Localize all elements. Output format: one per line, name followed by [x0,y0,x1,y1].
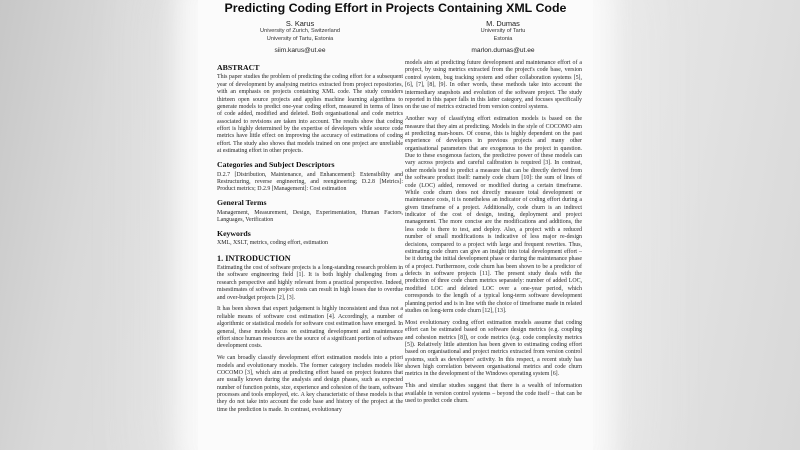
paper-page [198,0,593,450]
general-terms-text: Management, Measurement, Design, Experimentation, Human Factors, Languages, Verification [217,209,403,223]
author-name: M. Dumas [486,19,520,28]
author-affiliation: University of Zurich, Switzerland [260,28,340,35]
keywords-heading: Keywords [217,228,251,238]
intro-paragraph: It has been shown that expert judgement is highly inconsistent and thus not a reliable means of software cost estimation [4]. Accordingly, a number of algorithmic or statistical models for software cost estimation have emerged. In general, these models focus on estimating development and maintenance effort since human resources are the source of a significant portion of software development costs. [217,306,403,350]
author-block-dumas [403,19,593,54]
categories-heading: Categories and Subject Descriptors [217,160,335,170]
abstract-text: This paper studies the problem of predicting the coding effort for a subsequent year of development by analysing metrics extracted from project repositories, with an emphasis on projects containing XML code. The study considers thirteen open source projects and applies machine learning algorithms to generate models to predict one-year coding effort, measured in terms of lines of code added, modified and deleted. Both organisational and code metrics associated to revisions are taken into account. The results show that coding effort is highly determined by the expertise of developers while source code metrics have little effect on improving the accuracy of estimations of coding effort. The study also shows that models trained on one project are unreliable at estimating effort in other projects. [217,74,403,155]
body-paragraph: models aim at predicting future development and maintenance effort of a project, by using metrics extracted from the project's code base, version control system, bug tracking system and other collaboration systems [5], [6], [7], [8], [9]. In other words, these methods take into account the intermediary snapshots and evolution of the software project. The study reported in this paper falls in this latter category, and focuses specifically on the use of metrics extracted from version control systems. [405,60,582,111]
author-affiliation: University of Tartu, Estonia [266,35,334,42]
intro-paragraph: Estimating the cost of software projects is a long-standing research problem in the software engineering field [1]. It is both highly challenging from a research perspective and highly relevant from a practical perspective. Indeed, misestimates of software project costs can result in high losses due to overdue and over-budget projects [2], [3]. [217,265,403,301]
introduction-heading: 1. INTRODUCTION [217,254,291,264]
abstract-heading: ABSTRACT [217,63,260,72]
body-paragraph: Another way of classifying effort estimation models is based on the measure that they aim at predicting. Models in the style of COCOMO aim at predicting man-hours. Of course, this is highly dependent on the past experience of developers in previous projects and many other organisational parameters that are exogenous to the project in question. Due to these exogenous factors, the predictive power of these models can vary across projects and careful calibration is required [3]. In contrast, other models tend to predict a measure that can be directly derived from the software product itself: namely code churn [10]: the sum of lines of code (LOC) added, removed or modified during a certain timeframe. While code churn does not directly measure total development or maintenance costs, it is nonetheless an indicator of coding effort during a given timeframe of a project. Additionally, code churn is an indirect indicator of the cost of design, testing, deployment and project management. The more concise are the modifications and additions, the less code is there to test, and deploy. Also, a project with a reduced number of small modifications is indicative of less major re-design decisions, compared to a project with large and frequent rewrites. Thus, estimating code churn can give an insight into total development effort – be it during the initial development phase or during the maintenance phase of a project. Furthermore, code churn has been shown to be a predictor of defects in software projects [11]. The present study deals with the prediction of three code churn metrics separately: number of added LOC, modified LOC and deleted LOC over a one-year period, which corresponds to the length of a typical long-term software development planning period and is in line with the choice of timeframe made in related studies on long-term code churn [12], [13]. [405,116,582,314]
right-column [405,60,582,410]
body-paragraph: This and similar studies suggest that there is a wealth of information available in version control systems – beyond the code itself – that can be used to predict code churn. [405,383,582,404]
author-block-karus [200,19,400,54]
author-affiliation: Estonia [493,35,513,42]
general-terms-heading: General Terms [217,198,267,208]
author-affiliation: University of Tartu [480,28,526,35]
paper-title: Predicting Coding Effort in Projects Containing XML Code [224,1,567,15]
author-email: siim.karus@ut.ee [274,46,326,54]
body-paragraph: Most evolutionary coding effort estimation models assume that coding effort can be estimated based on software design metrics (e.g. coupling and cohesion metrics [8]), or code metrics (e.g. code complexity metrics [5]). Relatively little attention has been given to estimating coding effort based on organisational and project metrics extracted from version control systems, such as developers' activity. In this respect, a recent study has shown high correlation between organisational metrics and code churn metrics in the development of the Windows operating system [6]. [405,319,582,378]
left-column [217,64,403,419]
author-email: marlon.dumas@ut.ee [471,46,535,54]
keywords-text: XML, XSLT, metrics, coding effort, estimation [217,240,328,247]
author-row [198,19,593,59]
author-name: S. Karus [285,19,315,28]
categories-text: D.2.7 [Distribution, Maintenance, and Enhancement]: Extensibility and Restructuring, reverse engineering, and reengineering; D.2.8 [Metrics]: Product metrics; D.2.9 [Management]: Cost estimation [217,171,403,193]
intro-paragraph: We can broadly classify development effort estimation models into a priori models and evolutionary models. The former category includes models like COCOMO [3], which aim at predicting effort based on project features that are usually known during the analysis and design phases, such as expected number of function points, size, experience and cohesion of the team, software processes and tools employed, etc. A key characteristic of these models is that they do not take into account the code base and history of the project at the time the prediction is made. In contrast, evolutionary [217,355,403,413]
